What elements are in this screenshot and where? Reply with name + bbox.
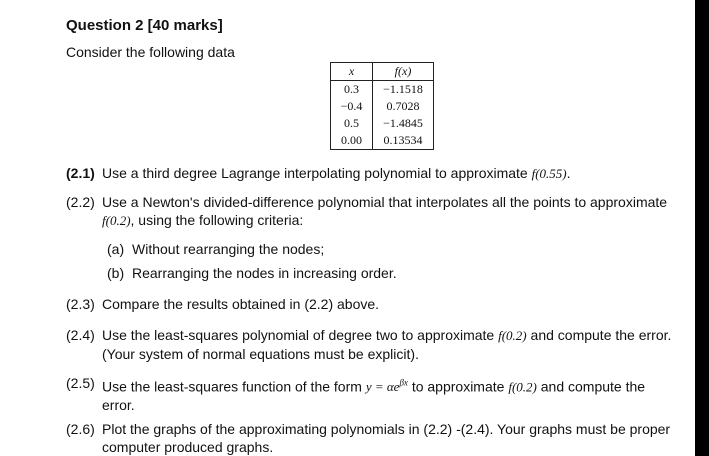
table-header-row <box>331 63 434 81</box>
item-2-2-a <box>107 241 324 257</box>
header-fx: f(x) <box>373 63 434 81</box>
math-expression: f(0.2) <box>508 379 537 395</box>
cell-x: 0.00 <box>331 132 373 150</box>
cell-x: −0.4 <box>331 98 373 115</box>
sub-text: Without rearranging the nodes; <box>132 241 325 257</box>
table-row <box>331 115 434 132</box>
cell-fx: 0.13534 <box>373 132 434 150</box>
header-x: x <box>331 63 373 81</box>
item-text-mid: to approximate <box>407 378 509 395</box>
data-table <box>330 62 434 150</box>
table-row <box>331 98 434 115</box>
item-number: (2.6) <box>66 421 95 437</box>
item-text <box>102 193 702 230</box>
item-number: (2.1) <box>66 165 95 181</box>
item-text-line1: Plot the graphs of the approximating polynomials in (2.2) -(2.4). Your graphs must be proper <box>102 421 671 437</box>
item-text-part: Use a third degree Lagrange interpolating polynomial to approximate <box>102 165 532 181</box>
math-expression: $y = \alpha e^{\beta x}$ <box>365 378 408 395</box>
item-text <box>102 420 702 456</box>
math-expression: f(0.2) <box>102 213 131 228</box>
question-title: Question 2 [40 marks] <box>66 17 223 34</box>
cell-fx: 0.7028 <box>373 98 434 115</box>
question-intro: Consider the following data <box>66 44 235 60</box>
item-text <box>102 374 702 414</box>
item-number: (2.4) <box>66 327 95 343</box>
sub-text: Rearranging the nodes in increasing order. <box>132 265 397 281</box>
cell-fx: −1.4845 <box>373 115 434 132</box>
sub-label: (b) <box>107 265 125 281</box>
cell-x: 0.3 <box>331 81 373 99</box>
item-number: (2.2) <box>66 194 95 210</box>
item-text-tail: . <box>566 165 571 181</box>
item-text <box>102 164 702 183</box>
item-number: (2.3) <box>66 296 95 312</box>
item-text-line2: (Your system of normal equations must be explicit). <box>102 346 419 362</box>
item-text-part: Use the least-squares function of the form <box>102 378 366 395</box>
item-text-line2: , using the following criteria: <box>130 212 304 228</box>
math-expression: f(0.55) <box>531 166 567 181</box>
table-row <box>331 132 434 150</box>
item-text-line2: computer produced graphs. <box>102 439 274 455</box>
sub-label: (a) <box>107 241 125 257</box>
item-text-line2: error. <box>102 397 135 414</box>
table-row <box>331 81 434 99</box>
item-number: (2.5) <box>66 375 95 391</box>
item-text-tail: and compute the error. <box>526 327 672 343</box>
item-text <box>102 326 702 363</box>
item-2-2-b <box>107 265 397 281</box>
item-text-tail: and compute the <box>536 378 646 395</box>
item-text: Compare the results obtained in (2.2) above. <box>102 296 380 312</box>
cell-fx: −1.1518 <box>373 81 434 99</box>
math-expression: f(0.2) <box>498 328 527 343</box>
item-text-line1: Use a Newton's divided-difference polynomial that interpolates all the points to approximate <box>102 194 668 210</box>
cell-x: 0.5 <box>331 115 373 132</box>
item-text-part: Use the least-squares polynomial of degree two to approximate <box>102 327 499 343</box>
